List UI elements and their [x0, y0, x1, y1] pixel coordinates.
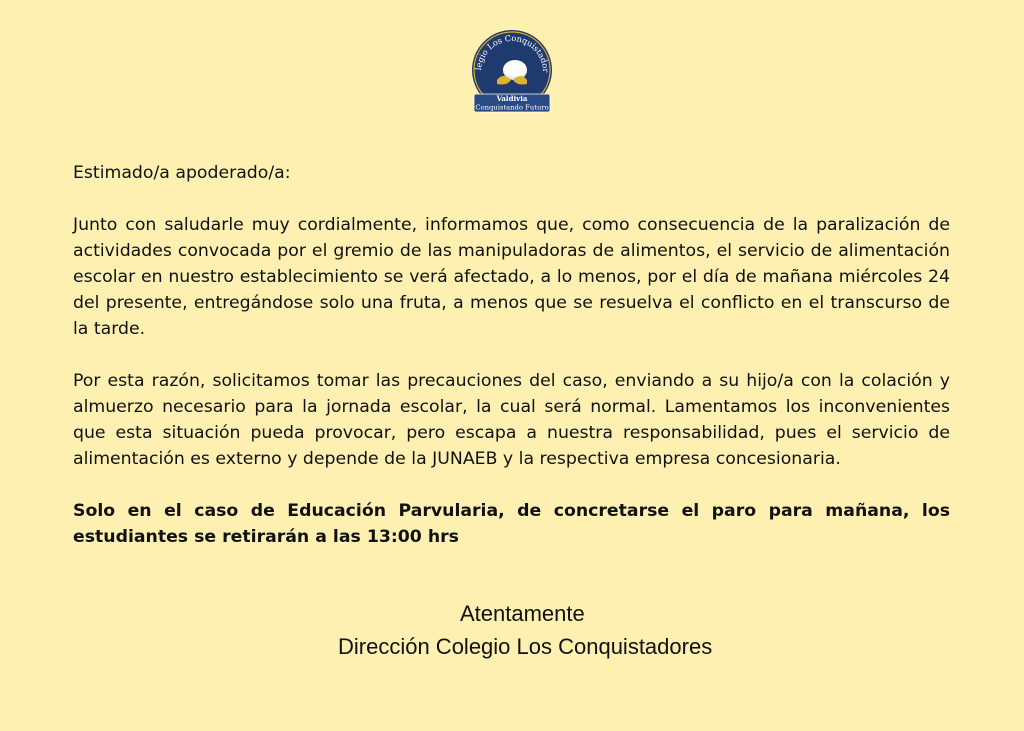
logo-city: Valdivia — [496, 94, 528, 103]
letter-paragraph-2: Por esta razón, solicitamos tomar las precauciones del caso, enviando a su hijo/a con la colación y almuerzo necesario para la jornada escolar, la cual será normal. Lamentamos los inconvenientes que esta situación pueda provocar, pero escapa a nuestra responsabilidad, pues el servicio de alimentación es externo y depende de la JUNAEB y la respectiva empresa concesionaria. — [73, 371, 950, 469]
school-crest-icon — [467, 28, 557, 118]
letter-paragraph-1: Junto con saludarle muy cordialmente, informamos que, como consecuencia de la paralización de actividades convocada por el gremio de las manipuladoras de alimentos, el servicio de alimentación escolar en nuestro establecimiento se verá afectado, a lo menos, por el día de mañana miércoles 24 del presente, entregándose solo una fruta, a menos que se resuelva el conflicto en el transcurso de la tarde. — [73, 215, 950, 339]
logo-motto: Conquistando Futuro — [475, 103, 549, 112]
signature-text: Dirección Colegio Los Conquistadores — [338, 634, 713, 659]
letter-body — [73, 160, 950, 550]
closing-text: Atentamente — [460, 601, 585, 626]
letter-greeting: Estimado/a apoderado/a: — [73, 163, 291, 183]
school-logo — [467, 28, 557, 118]
logo-arc-text: legio Los Conquistador — [473, 32, 552, 73]
letter-paragraph-3: Solo en el caso de Educación Parvularia, de concretarse el paro para mañana, los estudiantes se retirarán a las 13:00 hrs — [73, 501, 950, 547]
